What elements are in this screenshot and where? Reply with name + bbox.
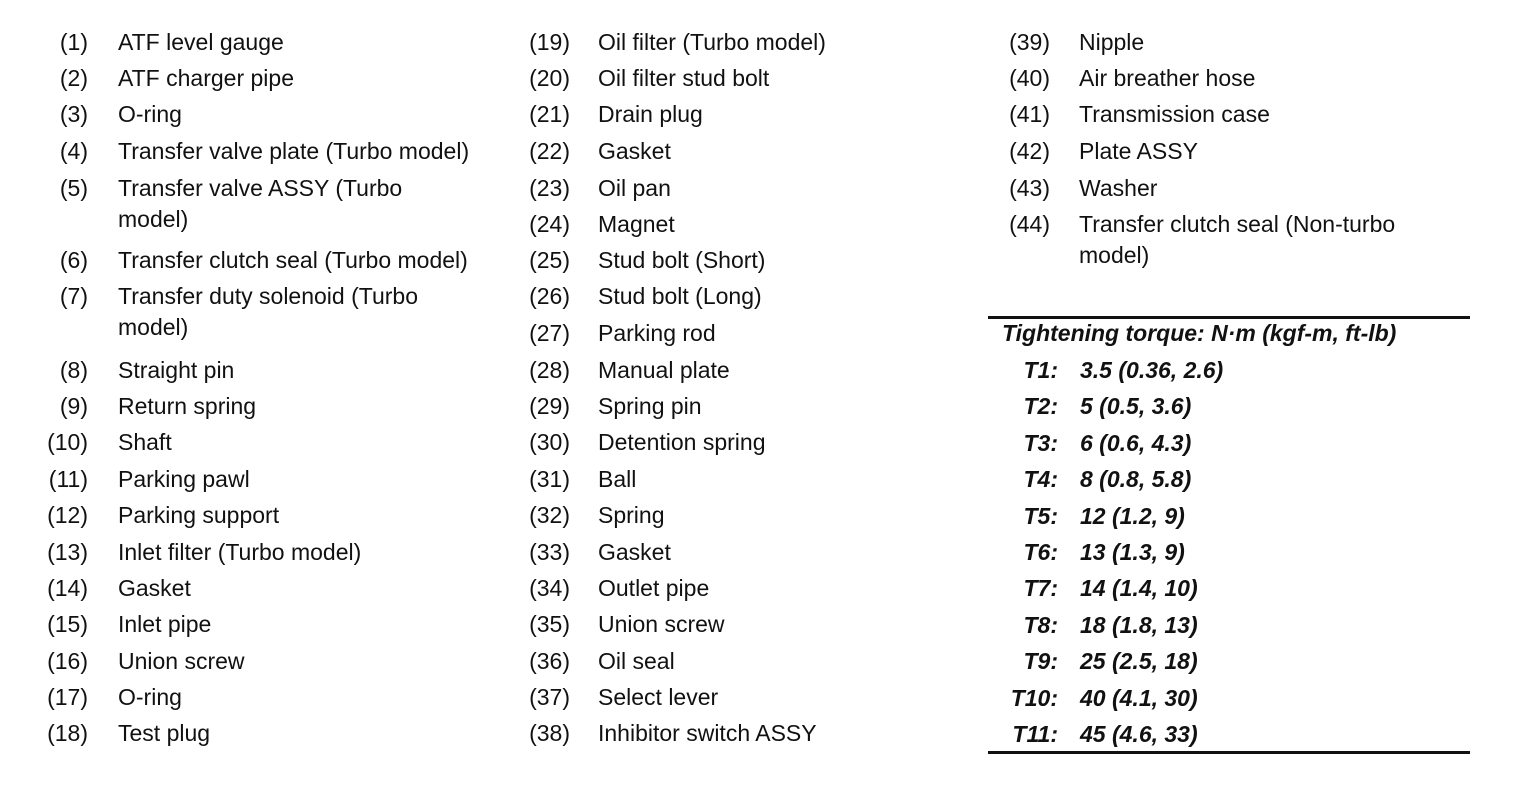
item-number: (3) bbox=[59, 101, 88, 127]
item-label-line-1: Parking rod bbox=[598, 320, 716, 346]
item-label-line-1: Plate ASSY bbox=[1079, 138, 1198, 164]
item-label bbox=[118, 281, 498, 343]
item-label-line-1: Inlet pipe bbox=[118, 611, 212, 637]
item-label-line-1: Stud bolt (Short) bbox=[598, 247, 766, 273]
item-number: (44) bbox=[1009, 211, 1050, 237]
torque-code: T9: bbox=[1023, 648, 1058, 675]
item-label bbox=[118, 427, 498, 458]
item-label-line-1: Union screw bbox=[118, 648, 245, 674]
item-label bbox=[118, 500, 498, 531]
item-label bbox=[118, 173, 498, 235]
torque-value: 5 (0.5, 3.6) bbox=[1080, 393, 1192, 420]
item-label-line-1: Washer bbox=[1079, 175, 1158, 201]
item-label bbox=[1079, 99, 1439, 130]
item-label-line-1: O-ring bbox=[118, 101, 182, 127]
item-label bbox=[118, 99, 498, 130]
item-label-line-1: Magnet bbox=[598, 211, 675, 237]
item-label-line-1: Transfer duty solenoid (Turbo bbox=[118, 283, 418, 309]
item-label bbox=[598, 609, 978, 640]
item-label bbox=[598, 99, 978, 130]
item-label bbox=[118, 27, 498, 58]
item-label-line-1: Parking support bbox=[118, 502, 280, 528]
item-label-line-1: Outlet pipe bbox=[598, 575, 710, 601]
item-label-line-1: Test plug bbox=[118, 720, 211, 746]
item-label bbox=[598, 355, 978, 386]
item-label bbox=[598, 27, 978, 58]
item-label bbox=[598, 281, 978, 312]
torque-code: T2: bbox=[1023, 393, 1058, 420]
item-number: (34) bbox=[529, 575, 570, 601]
item-label bbox=[118, 136, 498, 167]
torque-code: T3: bbox=[1023, 429, 1058, 456]
item-label-line-1: Detention spring bbox=[598, 429, 766, 455]
item-number: (19) bbox=[529, 29, 570, 55]
item-label bbox=[598, 718, 978, 749]
item-label bbox=[598, 173, 978, 204]
item-label-line-1: Air breather hose bbox=[1079, 65, 1256, 91]
item-number: (16) bbox=[47, 648, 88, 674]
item-label-line-1: Manual plate bbox=[598, 357, 730, 383]
item-label-line-1: Transfer valve ASSY (Turbo bbox=[118, 175, 403, 201]
torque-value: 14 (1.4, 10) bbox=[1080, 575, 1198, 602]
item-label-line-1: Transmission case bbox=[1079, 101, 1270, 127]
item-label-line-1: Stud bolt (Long) bbox=[598, 283, 762, 309]
torque-value: 12 (1.2, 9) bbox=[1080, 502, 1185, 529]
item-label bbox=[598, 427, 978, 458]
torque-bottom-rule bbox=[988, 751, 1470, 754]
item-number: (41) bbox=[1009, 101, 1050, 127]
item-label-line-1: Oil filter (Turbo model) bbox=[598, 29, 826, 55]
item-label bbox=[598, 318, 978, 349]
item-label-line-1: ATF charger pipe bbox=[118, 65, 294, 91]
item-label-line-2: model) bbox=[1079, 242, 1150, 268]
item-number: (7) bbox=[59, 283, 88, 309]
item-label-line-1: Oil seal bbox=[598, 648, 675, 674]
item-number: (9) bbox=[59, 393, 88, 419]
item-number: (25) bbox=[529, 247, 570, 273]
item-label-line-1: Parking pawl bbox=[118, 466, 250, 492]
item-label bbox=[598, 573, 978, 604]
torque-value: 3.5 (0.36, 2.6) bbox=[1080, 357, 1224, 383]
item-label bbox=[598, 245, 978, 276]
item-label-line-1: Oil filter stud bolt bbox=[598, 65, 770, 91]
item-label-line-1: O-ring bbox=[118, 684, 182, 710]
item-label-line-1: Drain plug bbox=[598, 101, 703, 127]
torque-value: 45 (4.6, 33) bbox=[1080, 721, 1198, 747]
item-label bbox=[118, 609, 498, 640]
item-label bbox=[598, 136, 978, 167]
item-label-line-1: Inhibitor switch ASSY bbox=[598, 720, 817, 746]
item-label-line-1: Return spring bbox=[118, 393, 257, 419]
item-label-line-2: model) bbox=[118, 314, 189, 340]
item-number: (17) bbox=[47, 684, 88, 710]
item-label-line-1: Union screw bbox=[598, 611, 725, 637]
item-number: (15) bbox=[47, 611, 88, 637]
item-number: (40) bbox=[1009, 65, 1050, 91]
item-label bbox=[118, 63, 498, 94]
item-number: (21) bbox=[529, 101, 570, 127]
torque-code: T8: bbox=[1023, 611, 1058, 638]
item-number: (24) bbox=[529, 211, 570, 237]
item-number: (5) bbox=[59, 175, 88, 201]
item-number: (2) bbox=[59, 65, 88, 91]
item-number: (27) bbox=[529, 320, 570, 346]
item-number: (28) bbox=[529, 357, 570, 383]
item-number: (23) bbox=[529, 175, 570, 201]
item-number: (29) bbox=[529, 393, 570, 419]
torque-code: T4: bbox=[1023, 466, 1058, 493]
item-label bbox=[1079, 27, 1439, 58]
item-number: (30) bbox=[529, 429, 570, 455]
item-label bbox=[598, 537, 978, 568]
item-label-line-1: Transfer clutch seal (Turbo model) bbox=[118, 247, 468, 273]
item-number: (8) bbox=[59, 357, 88, 383]
item-label bbox=[1079, 136, 1439, 167]
item-number: (13) bbox=[47, 539, 88, 565]
item-number: (37) bbox=[529, 684, 570, 710]
item-number: (39) bbox=[1009, 29, 1050, 55]
item-label-line-1: Spring pin bbox=[598, 393, 702, 419]
item-label-line-1: Shaft bbox=[118, 429, 172, 455]
item-number: (32) bbox=[529, 502, 570, 528]
item-label-line-1: Select lever bbox=[598, 684, 719, 710]
item-number: (26) bbox=[529, 283, 570, 309]
item-label-line-2: model) bbox=[118, 206, 189, 232]
torque-code: T10: bbox=[1010, 684, 1058, 711]
torque-code: T5: bbox=[1023, 502, 1058, 529]
item-label-line-1: Gasket bbox=[118, 575, 191, 601]
item-label bbox=[598, 682, 978, 713]
item-label-line-1: Transfer valve plate (Turbo model) bbox=[118, 138, 470, 164]
torque-value: 8 (0.8, 5.8) bbox=[1080, 466, 1192, 493]
item-label bbox=[118, 245, 498, 276]
item-number: (4) bbox=[59, 138, 88, 164]
torque-value: 40 (4.1, 30) bbox=[1080, 684, 1198, 711]
item-label bbox=[598, 209, 978, 240]
item-number: (10) bbox=[47, 429, 88, 455]
item-number: (36) bbox=[529, 648, 570, 674]
torque-value: 13 (1.3, 9) bbox=[1080, 539, 1185, 565]
item-number: (38) bbox=[529, 720, 570, 746]
torque-value: 25 (2.5, 18) bbox=[1080, 648, 1198, 675]
item-label bbox=[598, 63, 978, 94]
item-label-line-1: Inlet filter (Turbo model) bbox=[118, 539, 362, 565]
item-label-line-1: ATF level gauge bbox=[118, 29, 284, 55]
item-number: (43) bbox=[1009, 175, 1050, 201]
torque-code: T7: bbox=[1023, 575, 1058, 602]
item-label bbox=[598, 464, 978, 495]
item-label bbox=[118, 646, 498, 677]
item-label-line-1: Transfer clutch seal (Non-turbo bbox=[1079, 211, 1396, 237]
torque-code: T1: bbox=[1023, 357, 1058, 383]
torque-code: T11: bbox=[1012, 721, 1058, 747]
torque-title: Tightening torque: N·m (kgf-m, ft-lb) bbox=[1002, 320, 1397, 346]
item-label bbox=[598, 500, 978, 531]
item-label bbox=[118, 682, 498, 713]
item-label bbox=[118, 355, 498, 386]
item-label bbox=[1079, 209, 1439, 271]
item-label bbox=[1079, 63, 1439, 94]
item-number: (14) bbox=[47, 575, 88, 601]
item-number: (31) bbox=[529, 466, 570, 492]
item-label bbox=[118, 464, 498, 495]
item-label bbox=[1079, 173, 1439, 204]
item-number: (33) bbox=[529, 539, 570, 565]
item-label-line-1: Nipple bbox=[1079, 29, 1145, 55]
item-label bbox=[118, 573, 498, 604]
item-number: (11) bbox=[48, 466, 88, 492]
item-label bbox=[118, 537, 498, 568]
item-number: (18) bbox=[47, 720, 88, 746]
item-number: (20) bbox=[529, 65, 570, 91]
torque-value: 6 (0.6, 4.3) bbox=[1080, 429, 1192, 456]
item-label bbox=[598, 391, 978, 422]
item-number: (6) bbox=[59, 247, 88, 273]
item-label bbox=[118, 391, 498, 422]
item-label bbox=[598, 646, 978, 677]
item-number: (35) bbox=[529, 611, 570, 637]
item-number: (22) bbox=[529, 138, 570, 164]
item-label bbox=[118, 718, 498, 749]
item-label-line-1: Spring bbox=[598, 502, 665, 528]
item-number: (42) bbox=[1009, 138, 1050, 164]
item-number: (12) bbox=[47, 502, 88, 528]
item-number: (1) bbox=[59, 29, 88, 55]
item-label-line-1: Ball bbox=[598, 466, 637, 492]
item-label-line-1: Oil pan bbox=[598, 175, 671, 201]
item-label-line-1: Gasket bbox=[598, 539, 671, 565]
torque-code: T6: bbox=[1023, 539, 1058, 565]
item-label-line-1: Gasket bbox=[598, 138, 671, 164]
item-label-line-1: Straight pin bbox=[118, 357, 235, 383]
torque-value: 18 (1.8, 13) bbox=[1080, 611, 1198, 638]
